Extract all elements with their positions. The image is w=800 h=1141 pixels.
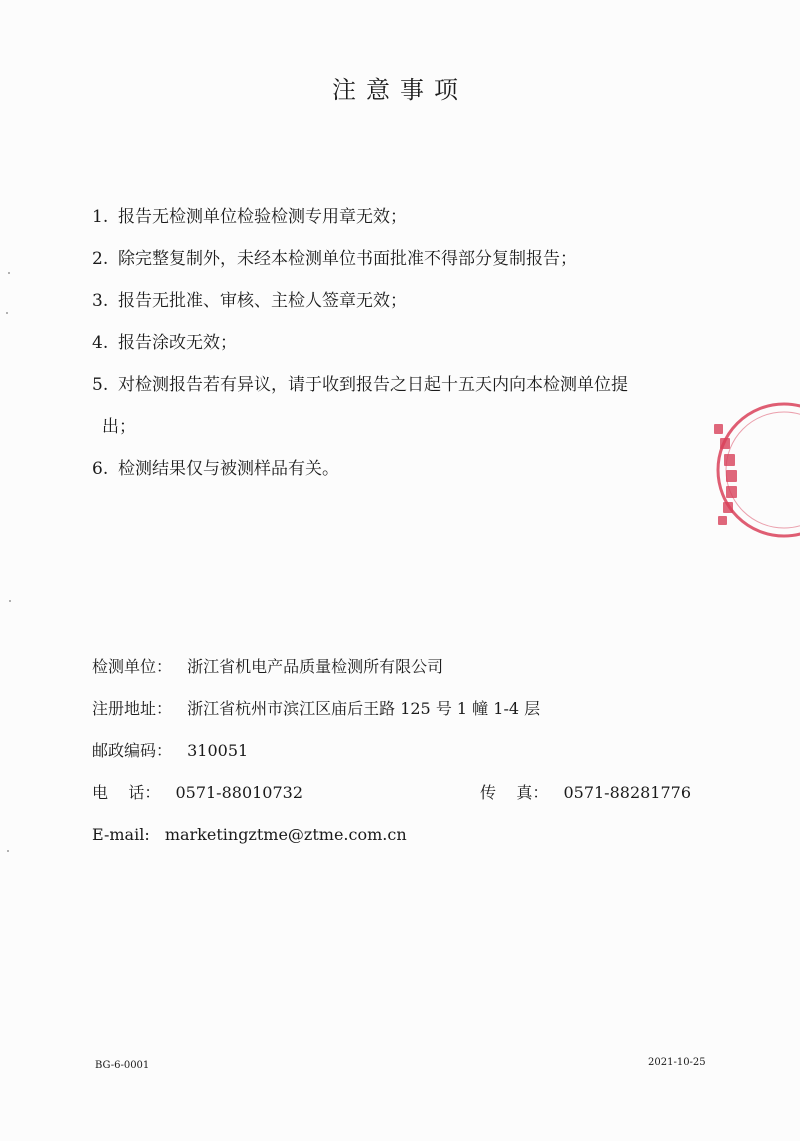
phone-value: 0571-88010732	[175, 783, 304, 802]
address-value: 浙江省杭州市滨江区庙后王路 125 号 1 幢 1-4 层	[187, 699, 541, 718]
postcode-label: 邮政编码：	[92, 741, 173, 760]
notice-number: 2.	[92, 249, 109, 269]
notice-text: 报告涂改无效；	[118, 333, 237, 353]
email-row	[92, 814, 732, 856]
seal-stamp	[696, 398, 800, 542]
notice-item	[92, 196, 732, 238]
notice-number: 4.	[92, 333, 109, 353]
notice-text: 对检测报告若有异议，请于收到报告之日起十五天内向本检测单位提	[118, 375, 628, 395]
notice-item	[92, 364, 732, 448]
scan-speck	[7, 850, 9, 852]
notice-text: 报告无批准、审核、主检人签章无效；	[118, 291, 407, 311]
page-title: 注意事项	[332, 76, 468, 104]
notice-text: 报告无检测单位检验检测专用章无效；	[118, 207, 407, 227]
email-label: E-mail:	[92, 825, 150, 844]
postcode-row	[92, 730, 732, 772]
contact-info	[92, 646, 732, 856]
document-date: 2021-10-25	[648, 1057, 706, 1068]
scan-speck	[8, 272, 10, 274]
notice-number: 6.	[92, 459, 109, 479]
fax-value: 0571-88281776	[563, 783, 692, 802]
address-row	[92, 688, 732, 730]
phone-fax-row	[92, 772, 732, 814]
notice-item	[92, 280, 732, 322]
notice-item	[92, 238, 732, 280]
document-code: BG-6-0001	[95, 1060, 150, 1071]
notice-number: 1.	[92, 207, 109, 227]
email-value: marketingztme@ztme.com.cn	[164, 825, 407, 844]
scan-speck	[6, 312, 8, 314]
notice-text: 检测结果仅与被测样品有关。	[118, 459, 339, 479]
phone-label: 电 话：	[92, 783, 161, 802]
notice-list	[92, 196, 732, 490]
unit-row	[92, 646, 732, 688]
postcode-value: 310051	[187, 741, 249, 760]
notice-number: 3.	[92, 291, 109, 311]
notice-number: 5.	[92, 375, 109, 395]
fax-field	[480, 772, 691, 814]
scan-speck	[9, 600, 11, 602]
unit-label: 检测单位：	[92, 657, 173, 676]
seal-stamp-graphic	[696, 398, 800, 542]
notice-text: 除完整复制外，未经本检测单位书面批准不得部分复制报告；	[118, 249, 577, 269]
notice-item	[92, 322, 732, 364]
fax-label: 传 真：	[480, 783, 549, 802]
notice-item	[92, 448, 732, 490]
address-label: 注册地址：	[92, 699, 173, 718]
unit-value: 浙江省机电产品质量检测所有限公司	[187, 657, 444, 676]
notice-text-continuation: 出；	[102, 417, 136, 437]
